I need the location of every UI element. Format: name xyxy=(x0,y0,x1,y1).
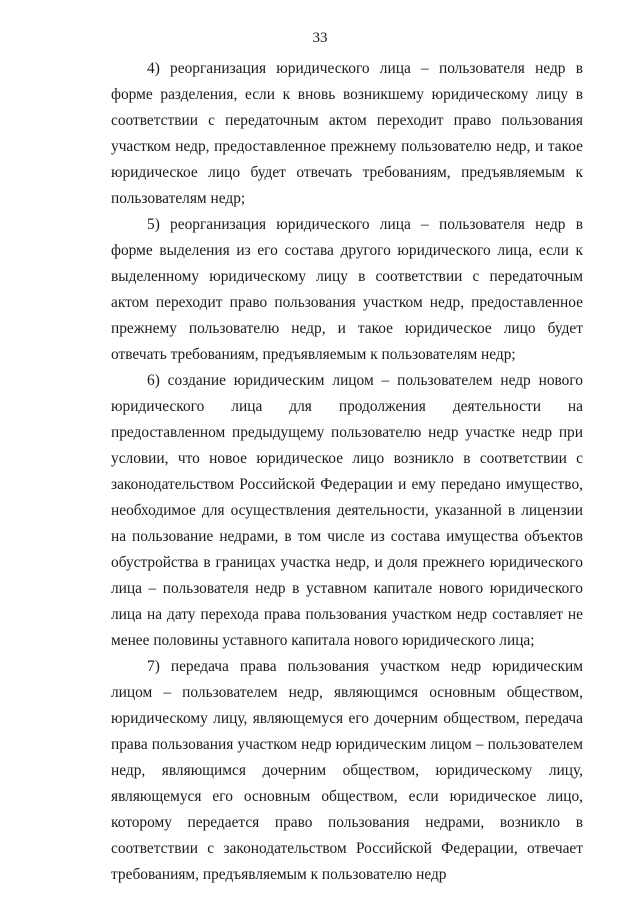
page-number: 33 xyxy=(312,30,328,46)
paragraph-item-6: 6) создание юридическим лицом – пользователем недр нового юридического лица для продолжения деятельности на предоставленном предыдущему пользователю недр участке недр при условии, что новое юридическое лицо возникло в соответствии с законодательством Российской Федерации и ему передано имущество, необходимое для осуществления деятельности, указанной в лицензии на пользование недрами, в том числе из состава имущества объектов обустройства в границах участка недр, и доля прежнего юридического лица – пользователя недр в уставном капитале нового юридического лица на дату перехода права пользования участком недр составляет не менее половины уставного капитала нового юридического лица; xyxy=(111,372,583,649)
paragraph-item-4: 4) реорганизация юридического лица – пользователя недр в форме разделения, если к вновь возникшему юридическому лицу в соответствии с передаточным актом переходит право пользования участком недр, предоставленное прежнему пользователю недр, и такое юридическое лицо будет отвечать требованиям, предъявляемым к пользователям недр; xyxy=(111,60,583,207)
document-body xyxy=(111,56,583,888)
paragraph-item-5: 5) реорганизация юридического лица – пользователя недр в форме выделения из его состава другого юридического лица, если к выделенному юридическому лицу в соответствии с передаточным актом переходит право пользования участком недр, предоставленное прежнему пользователю недр, и такое юридическое лицо будет отвечать требованиям, предъявляемым к пользователям недр; xyxy=(111,216,583,363)
paragraph-item-7: 7) передача права пользования участком недр юридическим лицом – пользователем недр, являющимся основным обществом, юридическому лицу, являющемуся его дочерним обществом, передача права пользования участком недр юридическим лицом – пользователем недр, являющимся дочерним обществом, юридическому лицу, являющемуся его основным обществом, если юридическое лицо, которому передается право пользования недрами, возникло в соответствии с законодательством Российской Федерации, отвечает требованиям, предъявляемым к пользователю недр xyxy=(111,658,583,883)
